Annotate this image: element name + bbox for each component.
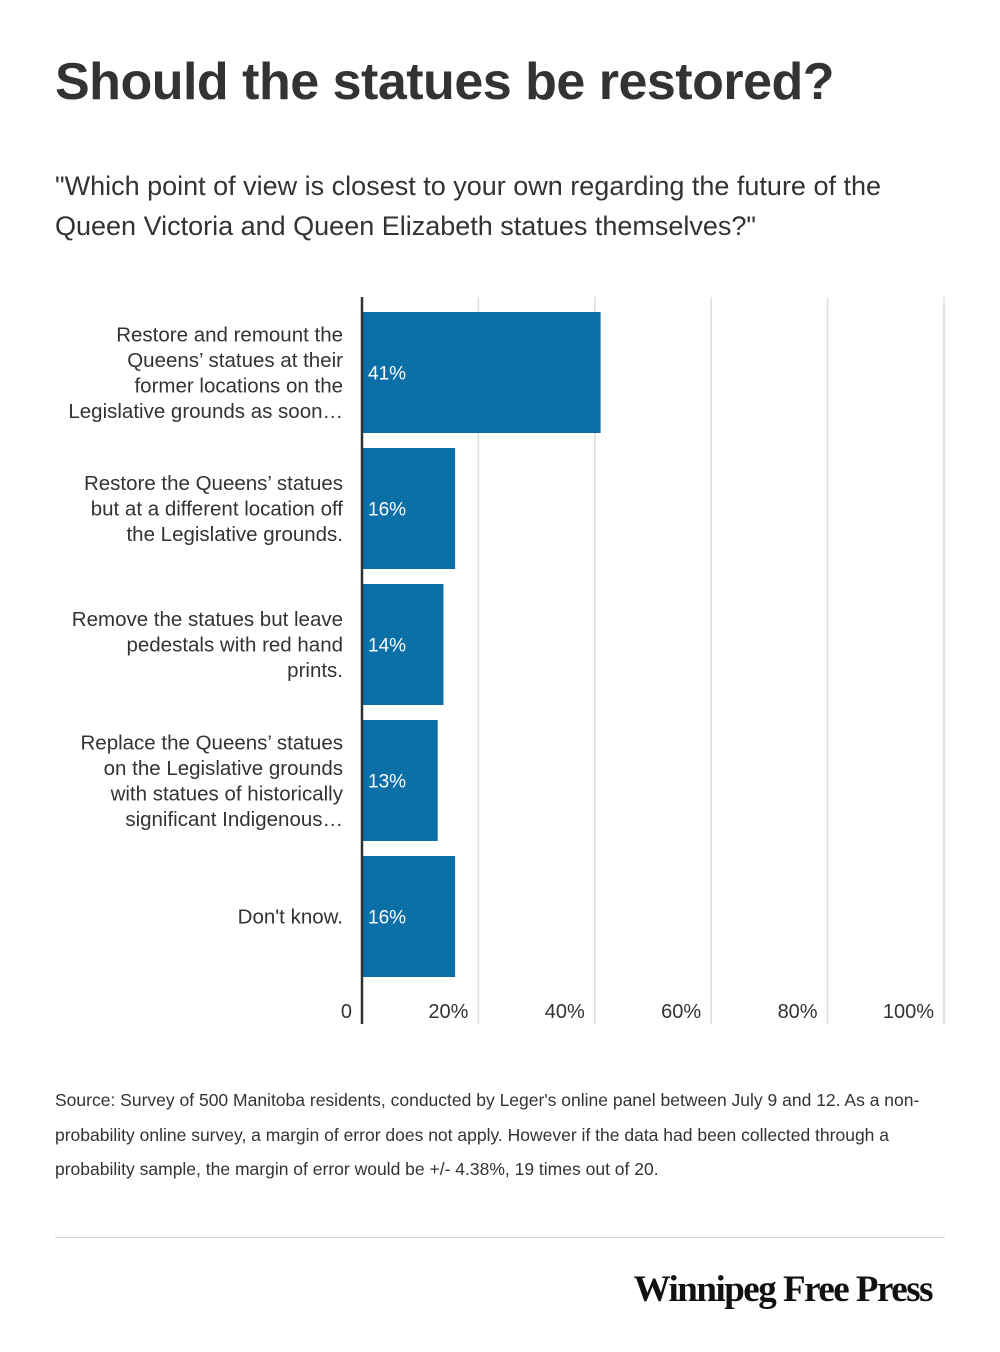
chart-subtitle: "Which point of view is closest to your own regarding the future of the Queen Victoria and Queen Elizabeth statues themselves?"	[55, 171, 882, 241]
category-label: but at a different location off	[90, 497, 343, 521]
source-note: Source: Survey of 500 Manitoba residents, conducted by Leger's online panel between July 9 and 12. As a non-probability online survey, a margin of error does not apply. However if the data had been collected through a probability sample, the margin of error would be +/- 4.38%, 19 times out of 20.	[55, 1090, 920, 1179]
category-label: Restore and remount the	[116, 323, 343, 347]
x-tick-label: 20%	[428, 1001, 469, 1023]
chart-title: Should the statues be restored?	[55, 53, 835, 111]
category-label: Queens’ statues at their	[127, 348, 343, 372]
category-label: prints.	[287, 659, 343, 682]
x-tick-label: 40%	[544, 1001, 585, 1023]
category-label: with statues of historically	[110, 782, 343, 806]
category-label: the Legislative grounds.	[126, 523, 343, 546]
category-label: Remove the statues but leave	[71, 608, 343, 631]
bar-value-label: 41%	[368, 363, 407, 385]
bar-value-label: 16%	[368, 907, 407, 929]
category-label: Legislative grounds as soon…	[68, 399, 343, 423]
x-tick-label: 0	[340, 1001, 352, 1023]
brand-logo: Winnipeg Free Press	[633, 1269, 932, 1310]
x-tick-label: 60%	[661, 1001, 702, 1023]
category-label: significant Indigenous…	[125, 807, 343, 831]
category-label: former locations on the	[134, 374, 343, 398]
category-label: Don't know.	[237, 905, 343, 929]
bar-value-label: 14%	[368, 635, 407, 657]
x-tick-label: 80%	[777, 1001, 818, 1023]
category-label: Restore the Queens’ statues	[83, 472, 343, 495]
bar-value-label: 13%	[368, 771, 407, 793]
footer-divider	[55, 1237, 945, 1238]
bar-value-label: 16%	[368, 499, 407, 521]
category-label: Replace the Queens’ statues	[80, 731, 343, 755]
x-tick-label: 100%	[882, 1001, 934, 1023]
category-label: on the Legislative grounds	[103, 756, 343, 780]
category-label: pedestals with red hand	[126, 633, 343, 657]
